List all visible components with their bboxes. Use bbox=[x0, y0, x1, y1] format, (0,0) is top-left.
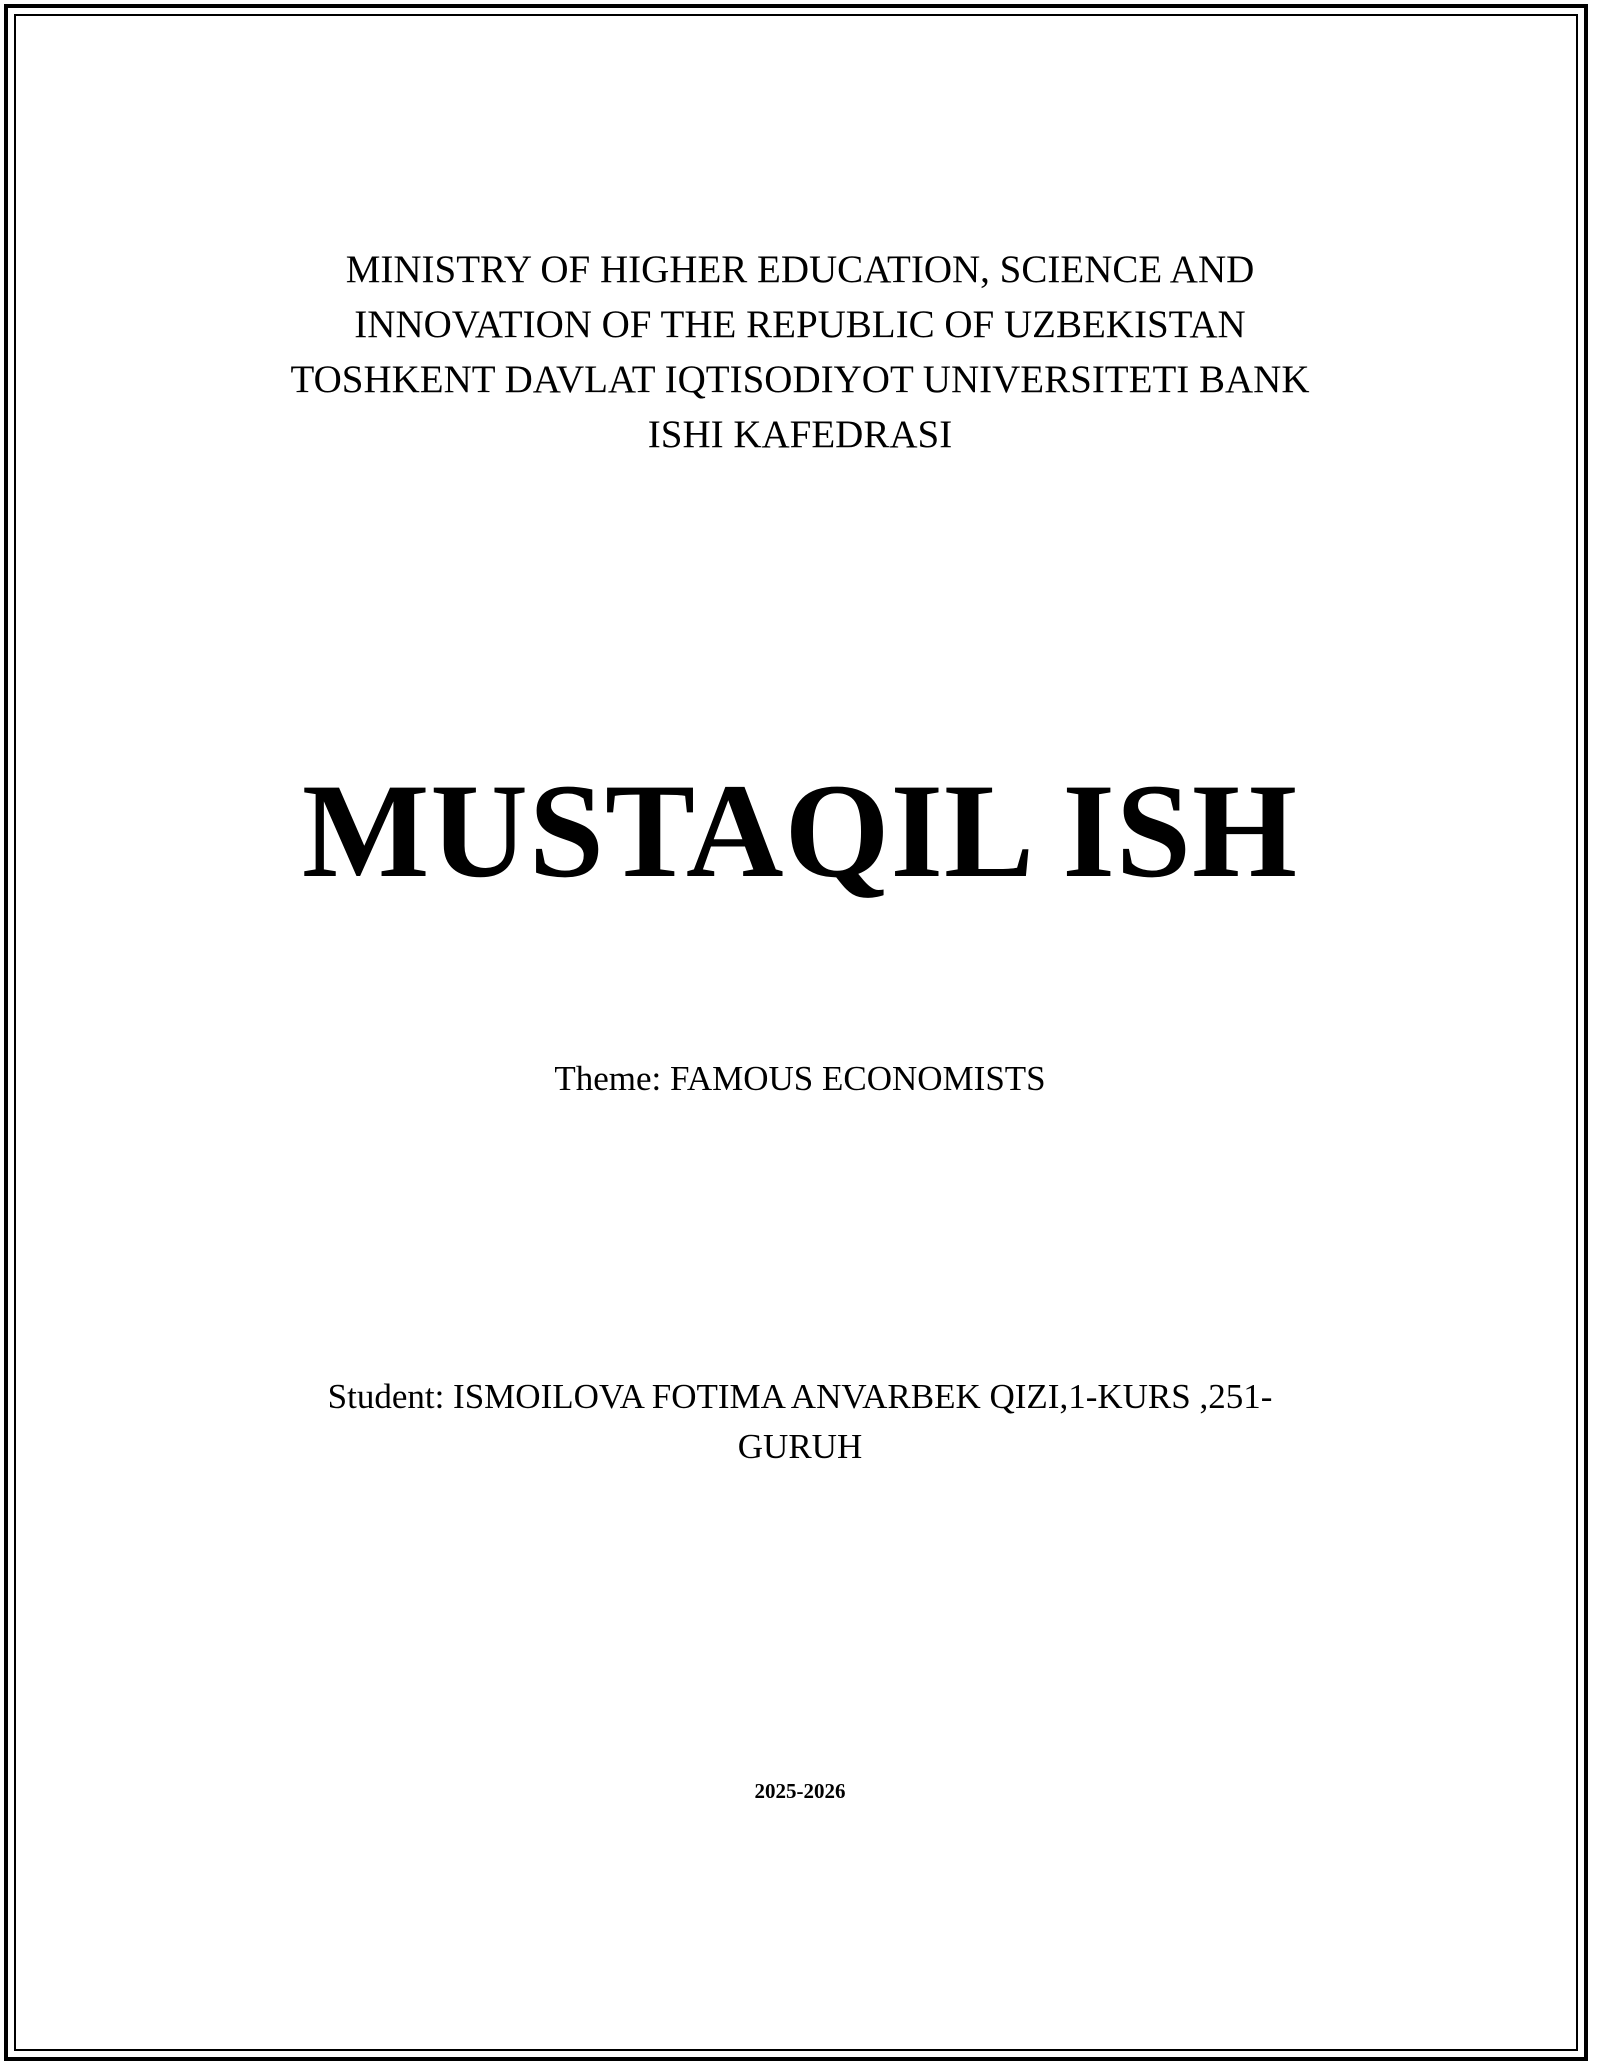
student-line: Student: ISMOILOVA FOTIMA ANVARBEK QIZI,1-KURS ,251- bbox=[327, 1377, 1273, 1416]
header-line: MINISTRY OF HIGHER EDUCATION, SCIENCE AND bbox=[345, 248, 1255, 291]
header-line: TOSHKENT DAVLAT IQTISODIYOT UNIVERSITETI BANK bbox=[290, 358, 1310, 401]
student-line: GURUH bbox=[737, 1427, 863, 1466]
document-title: MUSTAQIL ISH bbox=[301, 757, 1299, 906]
institution-header bbox=[0, 242, 1600, 462]
student-info bbox=[0, 1372, 1600, 1472]
header-line: INNOVATION OF THE REPUBLIC OF UZBEKISTAN bbox=[354, 303, 1246, 346]
theme-line: Theme: FAMOUS ECONOMISTS bbox=[554, 1059, 1046, 1098]
header-line: ISHI KAFEDRASI bbox=[647, 413, 953, 456]
academic-year: 2025-2026 bbox=[754, 1779, 846, 1803]
